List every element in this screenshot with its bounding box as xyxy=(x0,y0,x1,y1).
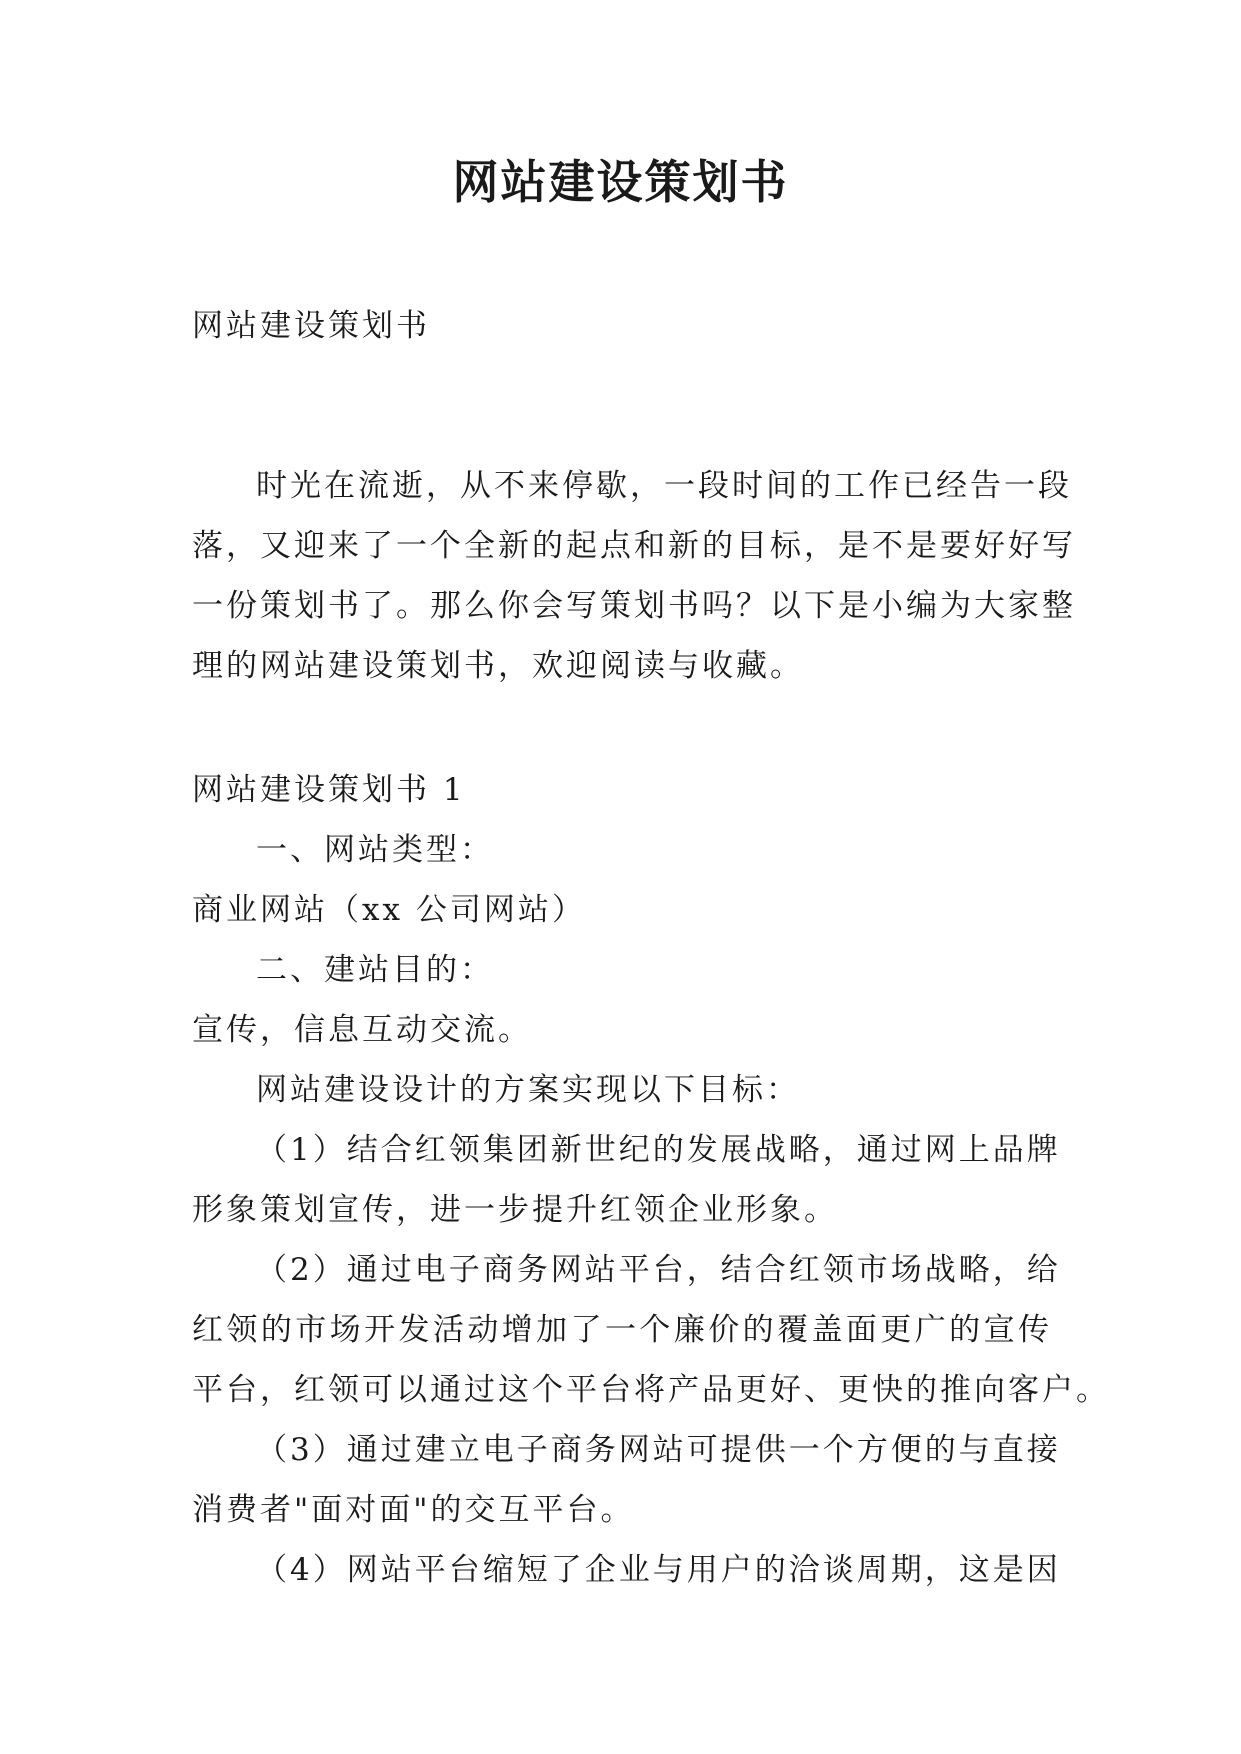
goal-3-paragraph xyxy=(192,1420,1061,1540)
goal-2-line-3: 平台，红领可以通过这个平台将产品更好、更快的推向客户。 xyxy=(192,1372,1110,1408)
item-1-heading: 一、网站类型： xyxy=(256,832,494,868)
goal-2-paragraph xyxy=(192,1240,1110,1420)
document-subtitle: 网站建设策划书 xyxy=(192,308,430,344)
intro-line-4: 理的网站建设策划书，欢迎阅读与收藏。 xyxy=(192,648,804,684)
document-title: 网站建设策划书 xyxy=(452,155,789,209)
goal-4-paragraph xyxy=(192,1540,1061,1600)
goal-4-line-1: （4）网站平台缩短了企业与用户的洽谈周期，这是因 xyxy=(256,1552,1061,1588)
item-2-value: 宣传，信息互动交流。 xyxy=(192,1012,532,1048)
goal-1-line-2: 形象策划宣传，进一步提升红领企业形象。 xyxy=(192,1192,838,1228)
goal-2-line-1: （2）通过电子商务网站平台，结合红领市场战略，给 xyxy=(256,1252,1061,1288)
goals-intro: 网站建设设计的方案实现以下目标： xyxy=(256,1072,800,1108)
item-1-value: 商业网站（xx 公司网站） xyxy=(192,892,586,928)
goal-1-paragraph xyxy=(192,1120,1061,1240)
goal-3-line-1: （3）通过建立电子商务网站可提供一个方便的与直接 xyxy=(256,1432,1061,1468)
goal-2-line-2: 红领的市场开发活动增加了一个廉价的覆盖面更广的宣传 xyxy=(192,1312,1052,1348)
section-heading-1: 网站建设策划书 1 xyxy=(192,772,466,808)
goal-1-line-1: （1）结合红领集团新世纪的发展战略，通过网上品牌 xyxy=(256,1132,1061,1168)
intro-line-1: 时光在流逝，从不来停歇，一段时间的工作已经告一段 xyxy=(256,468,1072,504)
intro-line-2: 落，又迎来了一个全新的起点和新的目标，是不是要好好写 xyxy=(192,528,1076,564)
goal-3-line-2: 消费者"面对面"的交互平台。 xyxy=(192,1492,635,1528)
item-2-heading: 二、建站目的： xyxy=(256,952,494,988)
intro-paragraph xyxy=(192,456,1076,696)
intro-line-3: 一份策划书了。那么你会写策划书吗？以下是小编为大家整 xyxy=(192,588,1076,624)
